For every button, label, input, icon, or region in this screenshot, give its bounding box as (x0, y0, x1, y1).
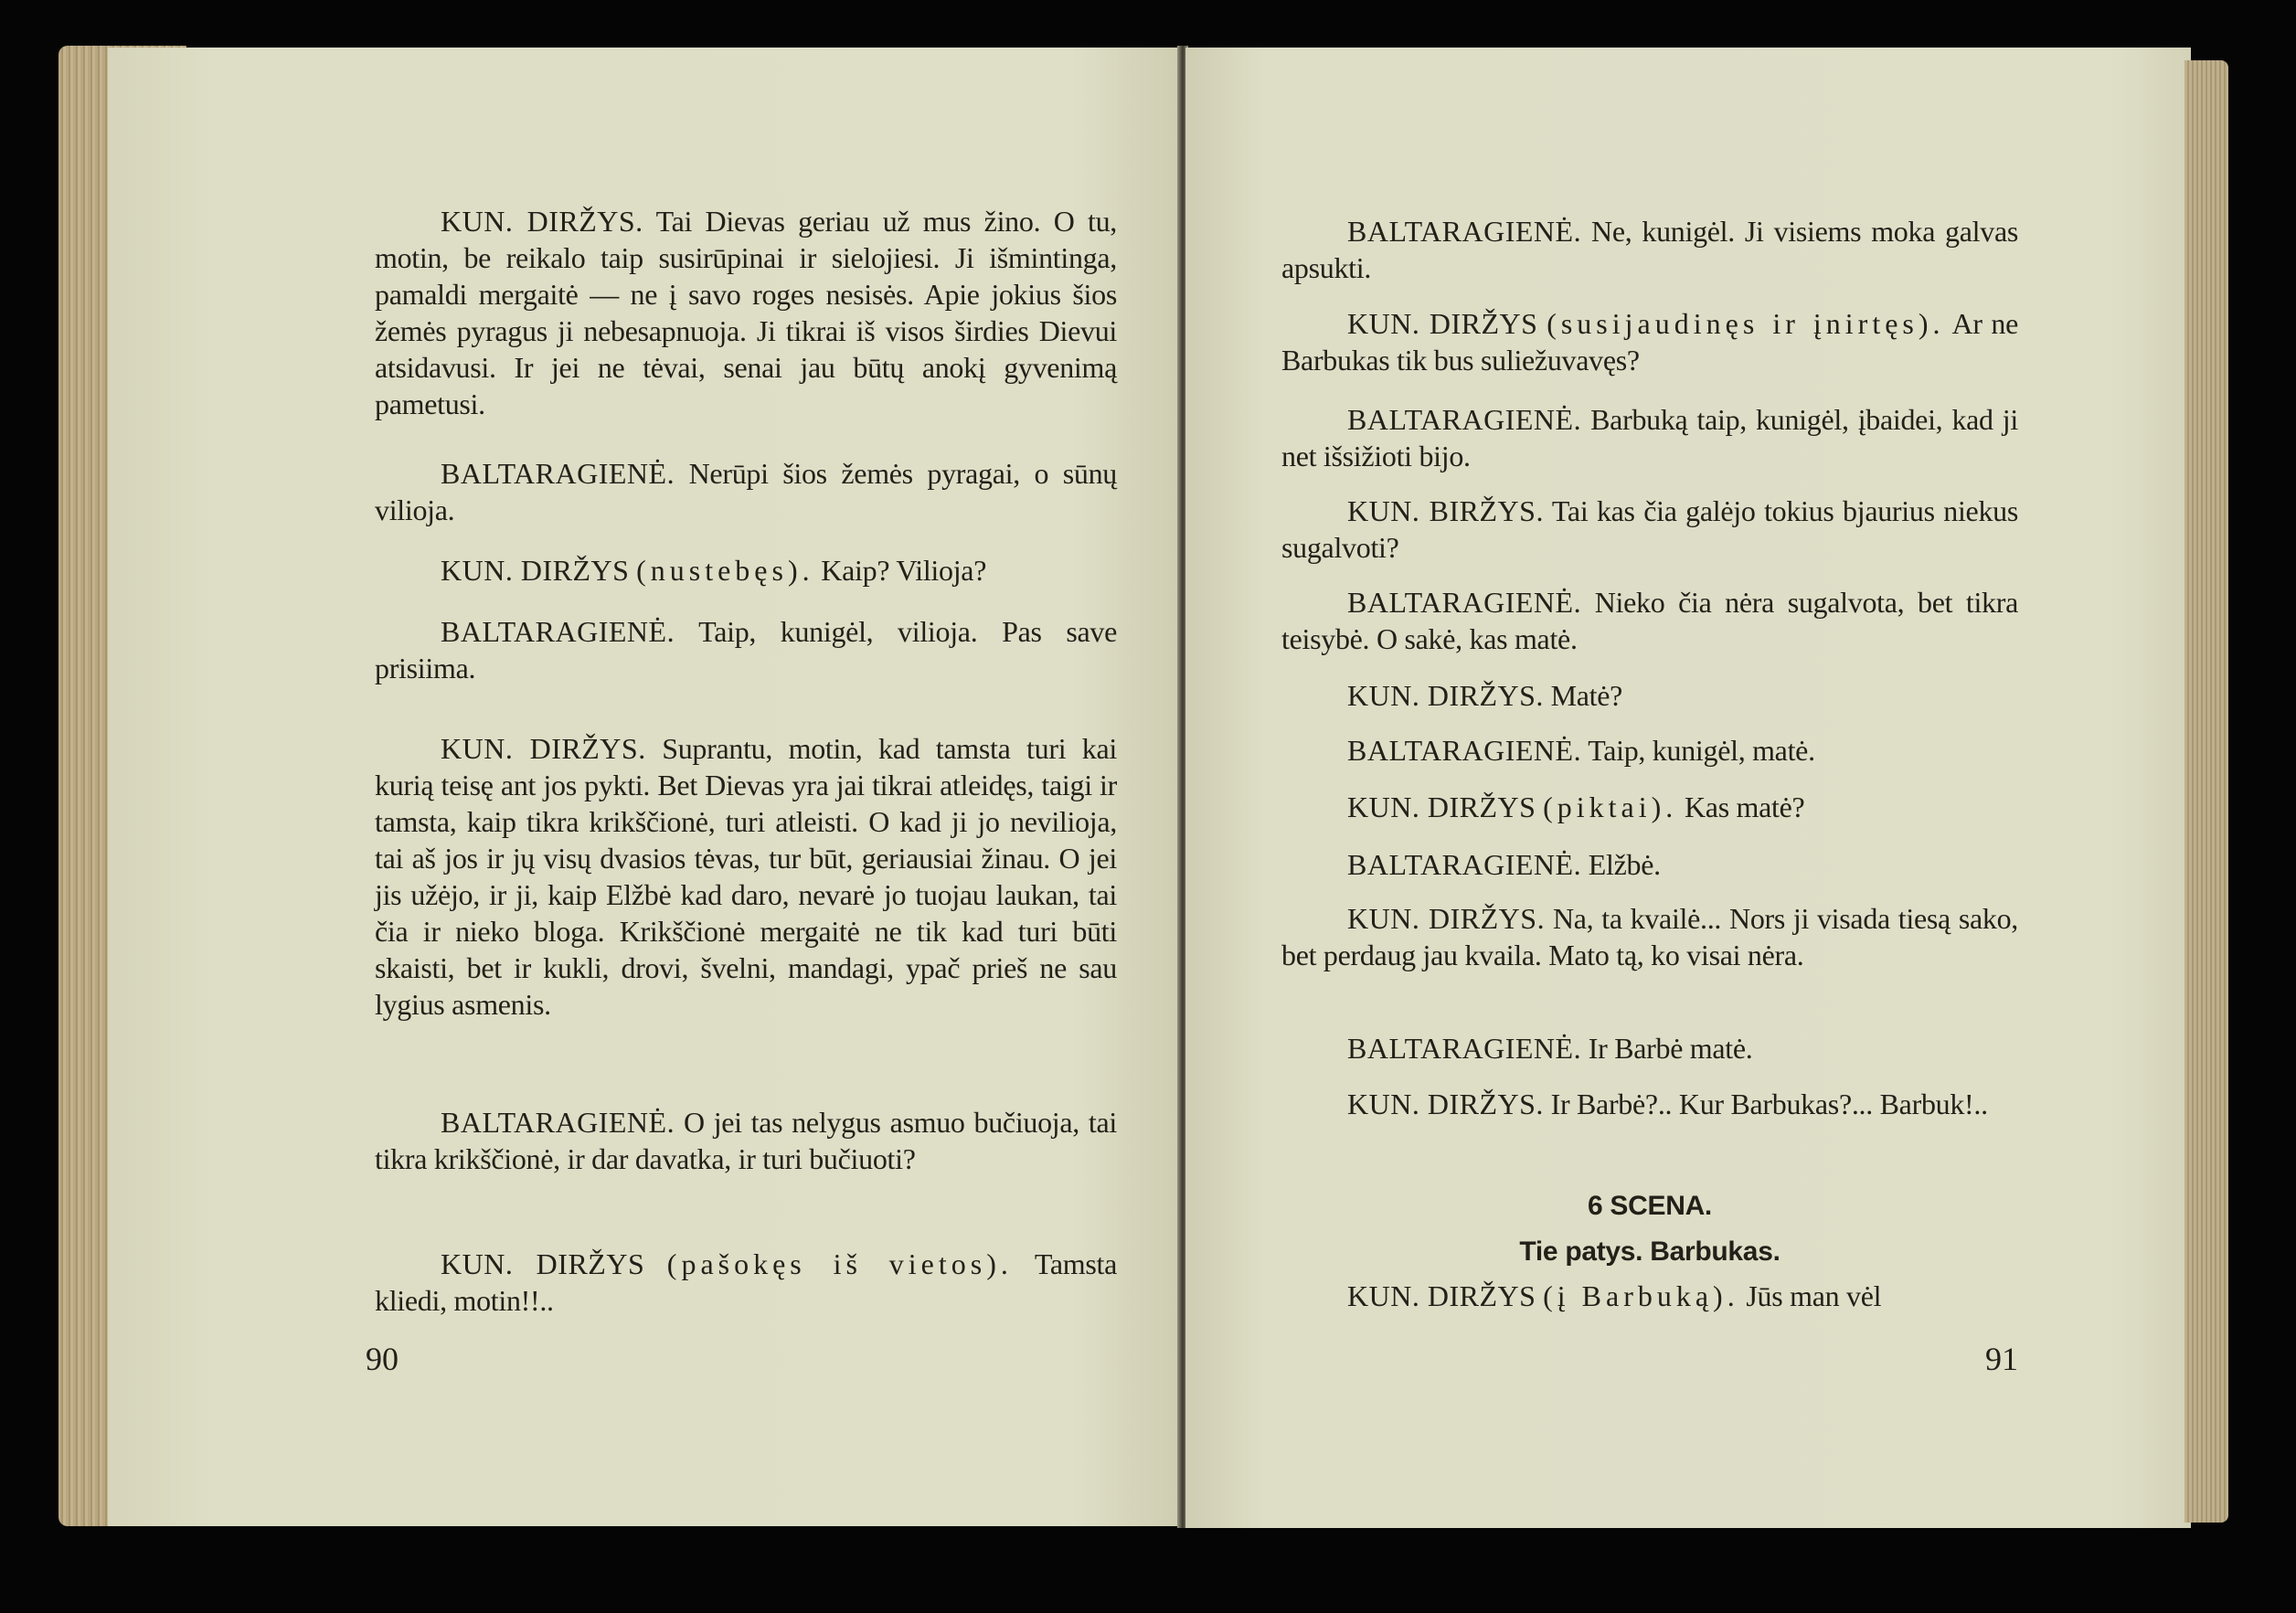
dialogue: Elžbė. (1581, 848, 1661, 881)
speaker: KUN. DIRŽYS. (1347, 902, 1546, 935)
speaker: BALTARAGIENĖ. (1347, 403, 1582, 436)
dialogue: Matė? (1543, 679, 1623, 712)
dialogue: O jei tas nelygus asmuo bučiuoja, tai tikra krikščionė, ir dar davatka, ir turi bučiuoti? (375, 1106, 1117, 1175)
speaker: KUN. DIRŽYS. (1347, 679, 1544, 712)
stage-direction: (piktai). (1543, 791, 1678, 823)
speaker: KUN. DIRŽYS (1347, 791, 1536, 823)
dialogue: Ir Barbė?.. Kur Barbukas?... Barbuk!.. (1543, 1088, 1988, 1120)
dialogue: Tai Dievas geriau už mus žino. O tu, motin, be reikalo taip susirūpinai ir sielojiesi. Ji išmintinga, pamaldi mergaitė — ne į savo roges nesisės. Apie jokius šios žemės pyragus ji nebesapnuoja. Ji tikrai iš visos širdies Dievui atsidavusi. Ir jei ne tėvai, senai jau būtų anokį gyvenimą pametusi. (375, 205, 1118, 420)
stage-direction: (susijaudinęs ir įnirtęs). (1547, 307, 1945, 340)
paragraph (375, 455, 1117, 528)
paragraph (375, 1246, 1117, 1319)
paragraph (1281, 789, 2018, 825)
paragraph (1281, 493, 2018, 566)
speaker: BALTARAGIENĖ. (1347, 215, 1582, 248)
dialogue: Nerūpi šios žemės pyragai, o sūnų vilioja. (375, 457, 1117, 526)
paragraph (375, 203, 1117, 422)
speaker: KUN. DIRŽYS (441, 554, 630, 587)
dialogue: Tai kas čia galėjo tokius bjaurius niekus sugalvoti? (1281, 494, 2018, 564)
dialogue: Ne, kunigėl. Ji visiems moka galvas apsukti. (1281, 215, 2018, 284)
speaker: KUN. DIRŽYS. (441, 732, 646, 765)
stage-direction: (nustebęs). (636, 554, 814, 587)
dialogue: Taip, kunigėl, matė. (1581, 734, 1815, 767)
dialogue: Jūs man vėl (1738, 1279, 1882, 1312)
paragraph (1281, 213, 2018, 286)
right-page-edge (2184, 60, 2228, 1523)
dialogue: Barbuką taip, kunigėl, įbaidei, kad ji net išsižioti bijo. (1281, 403, 2018, 472)
scene-subtitle: Tie patys. Barbukas. (1519, 1236, 1780, 1267)
speaker: BALTARAGIENĖ. (1347, 734, 1582, 767)
speaker: BALTARAGIENĖ. (441, 615, 675, 648)
speaker: KUN. DIRŽYS (1347, 307, 1538, 340)
scene-title: 6 SCENA. (1588, 1191, 1712, 1221)
dialogue: Ir Barbė matė. (1581, 1032, 1753, 1065)
dialogue: Kaip? Vilioja? (813, 554, 987, 587)
paragraph (1281, 1278, 2018, 1314)
paragraph (1281, 900, 2018, 973)
dialogue: Taip, kunigėl, vilioja. Pas save prisiima. (375, 615, 1117, 684)
speaker: BALTARAGIENĖ. (1347, 1032, 1582, 1065)
paragraph (1281, 584, 2018, 657)
paragraph (375, 1104, 1117, 1177)
page-number-left: 90 (366, 1341, 399, 1377)
paragraph (1281, 305, 2018, 378)
dialogue: Nieko čia nėra sugalvota, bet tikra teisybė. O sakė, kas matė. (1281, 586, 2018, 655)
dialogue: Tamsta kliedi, motin!!.. (375, 1247, 1117, 1317)
speaker: KUN. BIRŽYS. (1347, 494, 1544, 527)
speaker: BALTARAGIENĖ. (1347, 848, 1582, 881)
paragraph (375, 730, 1117, 1023)
stage-direction: (į Barbuką). (1543, 1279, 1739, 1312)
paragraph (1281, 1030, 2018, 1066)
speaker: BALTARAGIENĖ. (1347, 586, 1582, 619)
stage-direction: (pašokęs iš vietos). (666, 1247, 1013, 1280)
paragraph (1281, 732, 2018, 769)
paragraph (375, 552, 1117, 589)
paragraph (1281, 677, 2018, 714)
dialogue: Na, ta kvailė... Nors ji visada tiesą sako, bet perdaug jau kvaila. Mato tą, ko visai nėra. (1281, 902, 2018, 971)
speaker: KUN. DIRŽYS (1347, 1279, 1536, 1312)
speaker: KUN. DIRŽYS (441, 1247, 645, 1280)
dialogue: Kas matė? (1677, 791, 1805, 823)
speaker: BALTARAGIENĖ. (441, 457, 675, 490)
speaker: KUN. DIRŽYS. (1347, 1088, 1544, 1120)
paragraph (1281, 1086, 2018, 1122)
paragraph (375, 613, 1117, 686)
speaker: BALTARAGIENĖ. (441, 1106, 675, 1139)
paragraph (1281, 846, 2018, 883)
dialogue: Suprantu, motin, kad tamsta turi kai kurią teisę ant jos pykti. Bet Dievas yra jai tikrai atleidęs, taigi ir tamsta, kaip tikra krikščionė, turi atleisti. O kad ji jo nevilioja, tai aš jos ir jų visų dvasios tėvas, tur būt, geriausiai žinau. O jei jis užėjo, ir ji, kaip Elžbė kad daro, nevarė jo tuojau laukan, tai čia ir nieko bloga. Krikščionė mergaitė ne tik kad turi būti skaisti, bet ir kukli, drovi, švelni, mandagi, ypač prieš ne sau lygius asmenis. (375, 732, 1118, 1021)
page-number-right: 91 (1985, 1341, 2018, 1377)
paragraph (1281, 401, 2018, 474)
speaker: KUN. DIRŽYS. (441, 205, 643, 238)
dialogue: Ar ne Barbukas tik bus suliežuvavęs? (1281, 307, 2019, 377)
